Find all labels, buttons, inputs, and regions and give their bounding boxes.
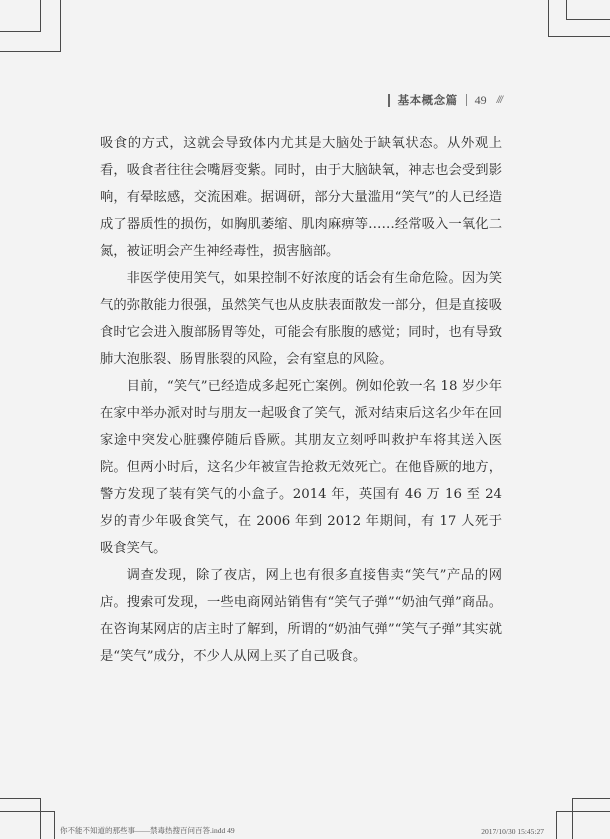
crop-mark [556, 811, 557, 839]
page-number: 49 [474, 92, 487, 107]
section-title: 基本概念篇 [397, 93, 458, 107]
paragraph: 吸食的方式，这就会导致体内尤其是大脑处于缺氧状态。从外观上看，吸食者往往会嘴唇变紫。同时，由于大脑缺氧，神志也会受到影响，有晕眩感，交流困难。据调研，部分大量滥用“笑气”的人已经造成了器质性的损伤，如胸肌萎缩、肌肉麻痹等……经常吸入一氧化二氮，被证明会产生神经毒性，损害脑部。 [100, 136, 502, 259]
timestamp-slug: 2017/10/30 15:45:27 [481, 827, 544, 836]
paragraph: 调查发现，除了夜店，网上也有很多直接售卖“笑气”产品的网店。搜索可发现，一些电商网站销售有“笑气子弹”“奶油气弹”商品。在咨询某网店的店主时了解到，所谓的“奶油气弹”“笑气子弹”其实就是“笑气”成分，不少人从网上买了自己吸食。 [100, 568, 502, 664]
body-text [100, 130, 502, 670]
paragraph: 目前，“笑气”已经造成多起死亡案例。例如伦敦一名 18 岁少年在家中举办派对时与朋友一起吸食了笑气，派对结束后这名少年在回家途中突发心脏骤停随后昏厥。其朋友立刻呼叫救护车将其送入医院。但两小时后，这名少年被宣告抢救无效死亡。在他昏厥的地方，警方发现了装有笑气的小盒子。2014 年，英国有 46 万 16 至 24 岁的青少年吸食笑气，在 2006 年到 2012 年期间，有 17 人死于吸食笑气。 [100, 379, 502, 556]
paragraph: 非医学使用笑气，如果控制不好浓度的话会有生命危险。因为笑气的弥散能力很强，虽然笑气也从皮肤表面散发一部分，但是直接吸食时它会进入腹部肠胃等处，可能会有胀腹的感觉；同时，也有导致肺大泡胀裂、肠胃胀裂的风险，会有窒息的风险。 [100, 271, 502, 367]
crop-mark [0, 51, 60, 52]
crop-mark [566, 0, 567, 20]
crop-mark [40, 798, 41, 839]
crop-mark [548, 0, 549, 36]
decorative-slashes: /// [496, 94, 502, 106]
crop-mark [0, 31, 40, 32]
crop-mark [54, 811, 55, 839]
running-head-separator [466, 94, 467, 106]
crop-mark [0, 811, 54, 812]
file-slug: 你不能不知道的那些事——禁毒热搜百问百答.indd 49 [60, 826, 235, 835]
crop-mark [548, 36, 610, 37]
crop-mark [0, 798, 40, 799]
crop-mark [556, 811, 610, 812]
running-head [388, 92, 502, 108]
crop-mark [572, 798, 573, 839]
crop-mark [60, 0, 61, 52]
crop-mark [572, 798, 610, 799]
crop-mark [566, 19, 610, 20]
running-head-bar [388, 94, 390, 107]
crop-mark [40, 0, 41, 32]
